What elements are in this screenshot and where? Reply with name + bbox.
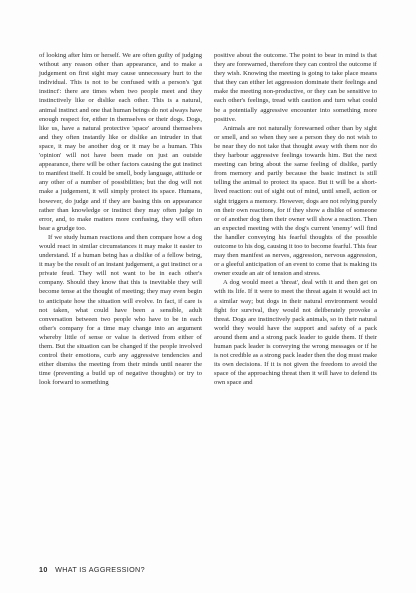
- paragraph: A dog would meet a 'threat', deal with it and then get on with its life. If it were to meet the threat again it would act in a similar way; but dogs in their natural environment would fight for survival, they would not deliberately provoke a threat. Dogs are instinctively pack animals, so in their natural world they would have the support and safety of a pack around them and a strong pack leader to guide them. If their human pack leader is conveying the wrong messages or if he is not credible as a strong pack leader then the dog must make its own decisions. If it is not given the freedom to avoid the space of the approaching threat then it will have to defend its own space and: [214, 279, 377, 387]
- paragraph: positive about the outcome. The point to bear in mind is that they are forewarned, therefore they can control the outcome if they wish. Knowing the meeting is going to take place means that they can either let aggression dominate their feelings and make the meeting non-productive, or they can be sensitive to each other's feelings, tread with caution and turn what could be a potentially aggressive encounter into something more positive.: [214, 52, 377, 123]
- paragraph: If we study human reactions and then compare how a dog would react in similar circumstances it may make it easier to understand. If a human being has a dislike of a fellow being, it may be the result of an instant judgement, a gut instinct or a private feud. They will not want to be in each other's company. Should they know that this is inevitable they will become tense at the thought of meeting; they may even begin to anticipate how the situation will evolve. In fact, if care is not taken, what could have been a sensible, adult conversation between two people who have to be in each other's company for a time may change into an argument whereby little of sense or value is derived from either of them. But the situation can be changed if the people involved control their emotions, curb any aggressive tendencies and either dismiss the meeting from their minds until nearer the time (preventing a build up of negative thoughts) or try to look forward to something: [39, 233, 202, 387]
- paragraph: of looking after him or herself. We are often guilty of judging without any reason other than appearance, and to make a judgement on first sight may cause unnecessary hurt to the individual. This is not to be confused with a person's 'gut instinct': there are times when two people meet and they instinctively like or dislike each other. This is a natural, animal instinct and one that human beings do not always have enough respect for, either in themselves or their dogs. Dogs, like us, have a natural protective 'space' around themselves and they often instantly like or dislike an intruder in that space, it may be another dog or it may be a human. This 'opinion' will not have been made on just an outside appearance, there will be other factors causing the gut instinct to manifest itself. It could be smell, body language, attitude or any other of a number of possibilities; but the dog will not make a judgement, it will simply protect its space. Humans, however, do judge and if they are basing this on appearance rather than knowledge or instinct they may often judge in error, and, to make matters more confusing, they will often bear a grudge too.: [39, 52, 202, 232]
- right-text-column: [214, 51, 377, 387]
- page-number: 10: [39, 565, 48, 574]
- left-text-column: [39, 51, 202, 387]
- running-title: WHAT IS AGGRESSION?: [55, 565, 145, 574]
- paragraph: Animals are not naturally forewarned other than by sight or smell, and so when they see a person they do not wish to be near they do not take that thought away with them nor do they harbour aggressive feelings towards him. But the next meeting can bring about the same feeling of dislike, partly from memory and partly because the basic instinct is still telling the animal to protect its space. But it will be a short-lived reaction: out of sight out of mind, until smell, action or sight triggers a memory. However, dogs are not relying purely on their own reactions, for if they show a dislike of someone or of another dog then their owner will show a reaction. Then an expected meeting with the dog's current 'enemy' will find the handler conveying his fearful thoughts of the possible outcome to his dog, causing it too to become fearful. This fear may then manifest as nerves, aggression, nervous aggression, or a gleeful anticipation of an event to come that is making its owner exude an air of tension and stress.: [214, 124, 377, 278]
- page-footer: [39, 565, 145, 574]
